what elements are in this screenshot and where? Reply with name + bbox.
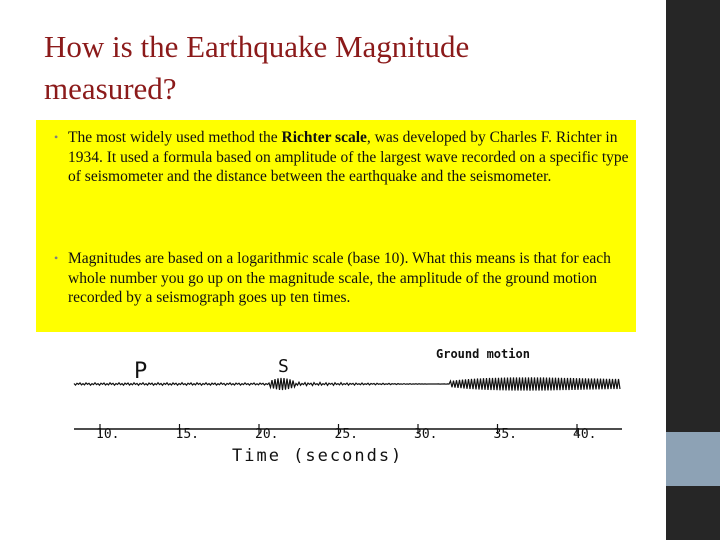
ground-motion-label: Ground motion: [436, 347, 530, 361]
right-sidebar-accent: [666, 432, 720, 486]
title-line-2: measured?: [44, 71, 177, 106]
s-wave-label: S: [278, 356, 289, 377]
axis-tick-label: 35.: [493, 427, 517, 442]
seismogram-figure: [60, 340, 630, 470]
bullet-item-logarithmic: [54, 249, 632, 308]
p-wave-label: P: [134, 359, 148, 384]
bullet-text: [54, 128, 632, 187]
axis-tick-label: 15.: [175, 427, 199, 442]
axis-tick-label: 10.: [96, 427, 120, 442]
time-axis-label: Time (seconds): [232, 446, 404, 466]
bullet-item-richter: [54, 128, 632, 187]
highlighted-text-box: [36, 120, 636, 332]
bullet-text-post: , was developed by Charles F. Richter in 1934. It used a formula based on amplitude of the largest wave recorded on a specific type of seismometer and the distance between the earthquake and the seismometer.: [68, 129, 629, 186]
bullet-text: Magnitudes are based on a logarithmic scale (base 10). What this means is that for each whole number you go up on the magnitude scale, the amplitude of the ground motion recorded by a seismograph goes up ten times.: [68, 250, 611, 307]
title-line-1: How is the Earthquake Magnitude: [44, 29, 470, 64]
axis-tick-label: 20.: [255, 427, 279, 442]
slide-title: [44, 26, 644, 110]
axis-tick-label: 30.: [414, 427, 438, 442]
seismogram-trace: [74, 377, 620, 390]
bullet-dot-icon: •: [54, 130, 59, 144]
axis-tick-label: 40.: [573, 427, 597, 442]
bullet-dot-icon: •: [54, 251, 59, 265]
time-axis-ticks: [96, 424, 596, 442]
richter-scale-term: Richter scale: [281, 129, 367, 146]
axis-tick-label: 25.: [334, 427, 358, 442]
bullet-text-pre: The most widely used method the: [68, 129, 282, 146]
